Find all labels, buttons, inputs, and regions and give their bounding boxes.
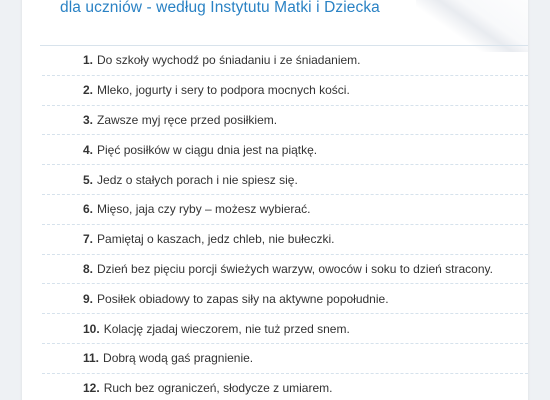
rule-item <box>42 46 528 76</box>
rule-number: 7. <box>83 232 94 247</box>
rule-item <box>42 314 528 344</box>
rule-number: 4. <box>83 142 94 157</box>
rule-number: 6. <box>83 202 94 217</box>
rule-number: 8. <box>83 261 94 276</box>
rule-item <box>42 106 528 136</box>
rule-text: Dzień bez pięciu porcji świeżych warzyw, owoców i soku to dzień stracony. <box>97 261 493 276</box>
page-subtitle: dla uczniów - według Instytutu Matki i Dziecka <box>60 0 380 16</box>
rule-item <box>42 76 528 106</box>
rule-text: Ruch bez ograniczeń, słodycze z umiarem. <box>103 381 333 396</box>
rule-number: 2. <box>83 83 94 98</box>
rule-item <box>42 165 528 195</box>
rule-text: Kolację zjadaj wieczorem, nie tuż przed snem. <box>103 321 350 336</box>
rule-item <box>42 195 528 225</box>
rule-item <box>42 255 528 285</box>
rules-list <box>42 46 528 400</box>
rule-number: 5. <box>83 172 94 187</box>
rule-number: 11. <box>83 351 100 366</box>
rule-item <box>42 344 528 374</box>
rule-text: Pamiętaj o kaszach, jedz chleb, nie bułeczki. <box>97 232 335 247</box>
rule-number: 1. <box>83 53 94 68</box>
rule-number: 10. <box>83 321 100 336</box>
rule-text: Pięć posiłków w ciągu dnia jest na piątkę. <box>97 142 318 157</box>
rule-item <box>42 374 528 400</box>
rule-text: Mleko, jogurty i sery to podpora mocnych kości. <box>97 83 350 98</box>
rule-item <box>42 284 528 314</box>
rule-number: 9. <box>83 291 94 306</box>
rule-text: Posiłek obiadowy to zapas siły na aktywne popołudnie. <box>97 291 389 306</box>
rule-text: Dobrą wodą gaś pragnienie. <box>103 351 254 366</box>
rule-number: 12. <box>83 381 100 396</box>
rule-text: Zawsze myj ręce przed posiłkiem. <box>97 112 278 127</box>
content-card <box>22 0 528 400</box>
rule-number: 3. <box>83 112 94 127</box>
rule-item <box>42 225 528 255</box>
rule-text: Mięso, jaja czy ryby – możesz wybierać. <box>97 202 311 217</box>
rule-item <box>42 135 528 165</box>
rule-text: Jedz o stałych porach i nie spiesz się. <box>97 172 298 187</box>
rule-text: Do szkoły wychodź po śniadaniu i ze śniadaniem. <box>97 53 361 68</box>
